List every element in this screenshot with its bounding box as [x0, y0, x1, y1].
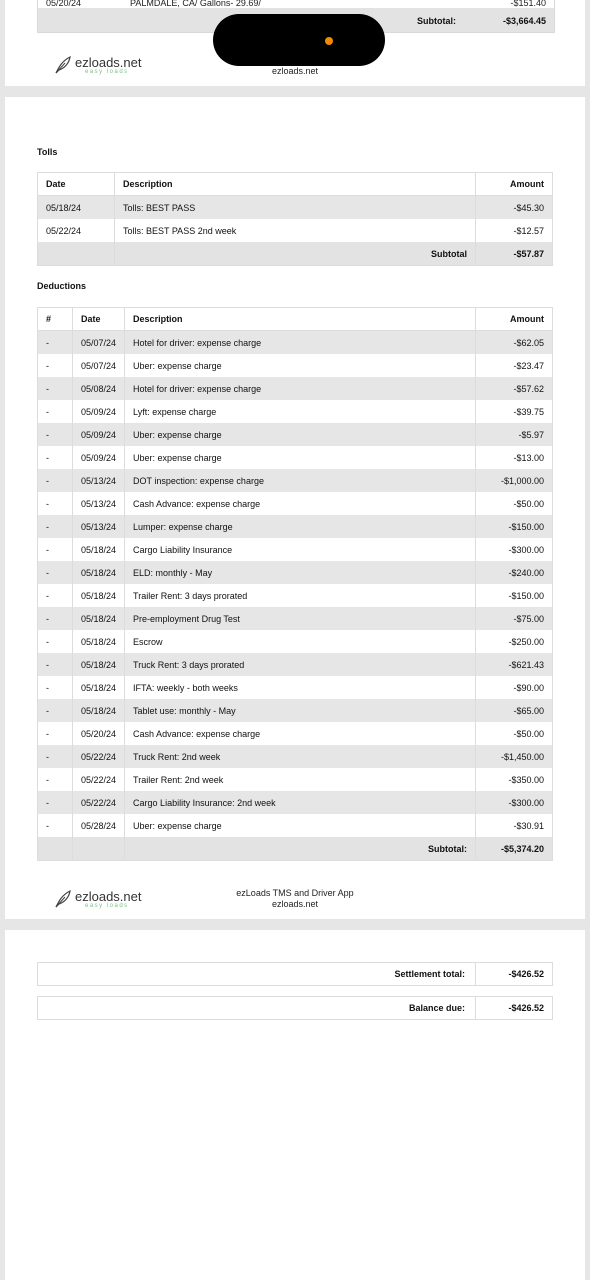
row-number: - — [38, 492, 73, 515]
row-date: 05/13/24 — [73, 515, 125, 538]
row-amount: -$65.00 — [476, 699, 553, 722]
page-totals — [5, 930, 585, 1280]
row-amount: -$150.00 — [476, 584, 553, 607]
header-description: Description — [125, 308, 476, 331]
row-number: - — [38, 768, 73, 791]
table-row — [38, 538, 553, 561]
row-amount: -$350.00 — [476, 768, 553, 791]
row-date: 05/20/24 — [73, 722, 125, 745]
row-amount: -$23.47 — [476, 354, 553, 377]
row-amount: -$50.00 — [476, 492, 553, 515]
row-number: - — [38, 584, 73, 607]
row-amount: -$1,450.00 — [476, 745, 553, 768]
row-description: Tolls: BEST PASS 2nd week — [115, 219, 476, 242]
row-amount: -$75.00 — [476, 607, 553, 630]
row-number: - — [38, 354, 73, 377]
row-description: ELD: monthly - May — [125, 561, 476, 584]
tolls-subtotal-row — [38, 242, 553, 266]
page-footer-website: ezloads.net — [271, 66, 319, 76]
table-row — [38, 492, 553, 515]
table-row — [38, 515, 553, 538]
row-date: 05/18/24 — [73, 676, 125, 699]
row-number: - — [38, 607, 73, 630]
row-description: Truck Rent: 2nd week — [125, 745, 476, 768]
row-date: 05/28/24 — [73, 814, 125, 837]
subtotal-value: -$3,664.45 — [502, 15, 546, 26]
row-amount: -$150.00 — [476, 515, 553, 538]
row-number: - — [38, 561, 73, 584]
settlement-total-label: Settlement total: — [38, 963, 476, 985]
row-amount: -$240.00 — [476, 561, 553, 584]
page-footer — [5, 888, 585, 910]
row-description: Cash Advance: expense charge — [125, 722, 476, 745]
table-row — [38, 219, 553, 242]
row-date: 05/18/24 — [73, 584, 125, 607]
row-date: 05/09/24 — [73, 423, 125, 446]
table-row — [38, 400, 553, 423]
row-description: Hotel for driver: expense charge — [125, 331, 476, 355]
row-amount: -$621.43 — [476, 653, 553, 676]
row-amount: -$50.00 — [476, 722, 553, 745]
row-description: Lumper: expense charge — [125, 515, 476, 538]
row-description: IFTA: weekly - both weeks — [125, 676, 476, 699]
row-number: - — [38, 331, 73, 355]
balance-due-label: Balance due: — [38, 997, 476, 1019]
logo-name: ezloads.net — [75, 54, 142, 70]
row-description: Tablet use: monthly - May — [125, 699, 476, 722]
subtotal-label: Subtotal: — [125, 837, 476, 861]
row-description: Pre-employment Drug Test — [125, 607, 476, 630]
table-row — [38, 0, 554, 9]
row-date: 05/18/24 — [73, 538, 125, 561]
table-row — [38, 630, 553, 653]
row-date: 05/18/24 — [73, 607, 125, 630]
table-row — [38, 791, 553, 814]
row-date: 05/20/24 — [46, 0, 82, 8]
table-row — [38, 699, 553, 722]
header-amount: Amount — [476, 308, 553, 331]
row-amount: -$250.00 — [476, 630, 553, 653]
row-amount: -$30.91 — [476, 814, 553, 837]
row-number: - — [38, 653, 73, 676]
row-description: Uber: expense charge — [125, 354, 476, 377]
row-description: PALMDALE, CA/ Gallons- 29.69/ — [130, 0, 261, 8]
row-date: 05/18/24 — [73, 653, 125, 676]
header-number: # — [38, 308, 73, 331]
table-row — [38, 768, 553, 791]
balance-due-value: -$426.52 — [508, 1003, 544, 1013]
row-number: - — [38, 814, 73, 837]
balance-due-box — [37, 996, 553, 1020]
table-header — [38, 308, 553, 331]
table-row — [38, 196, 553, 220]
row-number: - — [38, 377, 73, 400]
row-number: - — [38, 515, 73, 538]
table-row — [38, 354, 553, 377]
row-amount: -$12.57 — [476, 219, 553, 242]
row-amount: -$39.75 — [476, 400, 553, 423]
header-date: Date — [38, 173, 115, 196]
row-description: Uber: expense charge — [125, 423, 476, 446]
row-description: Uber: expense charge — [125, 814, 476, 837]
table-row — [38, 745, 553, 768]
footer-app-name: ezLoads TMS and Driver App — [236, 888, 354, 898]
settlement-total-box — [37, 962, 553, 986]
row-number: - — [38, 676, 73, 699]
row-date: 05/09/24 — [73, 400, 125, 423]
table-row — [38, 469, 553, 492]
row-date: 05/07/24 — [73, 331, 125, 355]
row-date: 05/09/24 — [73, 446, 125, 469]
logo-name: ezloads.net — [75, 888, 142, 904]
header-date: Date — [73, 308, 125, 331]
header-description: Description — [115, 173, 476, 196]
table-row — [38, 446, 553, 469]
row-amount: -$300.00 — [476, 791, 553, 814]
row-amount: -$151.40 — [510, 0, 546, 8]
row-date: 05/22/24 — [73, 745, 125, 768]
row-date: 05/22/24 — [73, 768, 125, 791]
deductions-table — [37, 307, 553, 861]
row-description: Trailer Rent: 3 days prorated — [125, 584, 476, 607]
row-number: - — [38, 722, 73, 745]
footer-website: ezloads.net — [271, 899, 319, 909]
row-amount: -$57.62 — [476, 377, 553, 400]
row-amount: -$90.00 — [476, 676, 553, 699]
row-date: 05/13/24 — [73, 492, 125, 515]
row-date: 05/22/24 — [73, 791, 125, 814]
row-amount: -$13.00 — [476, 446, 553, 469]
camera-indicator-dot — [325, 37, 333, 45]
table-row — [38, 722, 553, 745]
subtotal-value: -$5,374.20 — [476, 837, 553, 861]
row-description: Trailer Rent: 2nd week — [125, 768, 476, 791]
row-number: - — [38, 469, 73, 492]
page-top — [5, 0, 585, 86]
row-number: - — [38, 791, 73, 814]
table-row — [38, 607, 553, 630]
table-row — [38, 676, 553, 699]
deductions-title: Deductions — [37, 281, 87, 291]
row-date: 05/18/24 — [38, 196, 115, 220]
row-description: Hotel for driver: expense charge — [125, 377, 476, 400]
row-number: - — [38, 630, 73, 653]
subtotal-label: Subtotal — [115, 242, 476, 266]
redaction-block — [213, 14, 385, 66]
tolls-title: Tolls — [37, 147, 58, 157]
row-number: - — [38, 745, 73, 768]
deductions-subtotal-row — [38, 837, 553, 861]
subtotal-label: Subtotal: — [417, 15, 456, 26]
row-number: - — [38, 400, 73, 423]
row-amount: -$45.30 — [476, 196, 553, 220]
row-description: Lyft: expense charge — [125, 400, 476, 423]
row-description: Escrow — [125, 630, 476, 653]
row-number: - — [38, 538, 73, 561]
table-row — [38, 377, 553, 400]
row-number: - — [38, 423, 73, 446]
logo-tagline: easy loads — [85, 68, 129, 75]
row-date: 05/07/24 — [73, 354, 125, 377]
settlement-total-value: -$426.52 — [508, 969, 544, 979]
row-date: 05/08/24 — [73, 377, 125, 400]
row-description: Cash Advance: expense charge — [125, 492, 476, 515]
row-number: - — [38, 446, 73, 469]
table-row — [38, 814, 553, 837]
row-date: 05/13/24 — [73, 469, 125, 492]
row-description: Cargo Liability Insurance — [125, 538, 476, 561]
page-tolls-deductions — [5, 97, 585, 919]
row-description: Uber: expense charge — [125, 446, 476, 469]
table-row — [38, 584, 553, 607]
row-amount: -$5.97 — [476, 423, 553, 446]
row-date: 05/18/24 — [73, 699, 125, 722]
row-description: DOT inspection: expense charge — [125, 469, 476, 492]
table-row — [38, 561, 553, 584]
row-amount: -$300.00 — [476, 538, 553, 561]
table-row — [38, 331, 553, 355]
row-date: 05/22/24 — [38, 219, 115, 242]
row-description: Tolls: BEST PASS — [115, 196, 476, 220]
header-amount: Amount — [476, 173, 553, 196]
row-amount: -$1,000.00 — [476, 469, 553, 492]
row-number: - — [38, 699, 73, 722]
table-row — [38, 423, 553, 446]
tolls-table — [37, 172, 553, 266]
table-header — [38, 173, 553, 196]
row-amount: -$62.05 — [476, 331, 553, 355]
logo-tagline: easy loads — [85, 902, 129, 909]
row-date: 05/18/24 — [73, 630, 125, 653]
subtotal-value: -$57.87 — [476, 242, 553, 266]
row-description: Cargo Liability Insurance: 2nd week — [125, 791, 476, 814]
table-row — [38, 653, 553, 676]
row-date: 05/18/24 — [73, 561, 125, 584]
row-description: Truck Rent: 3 days prorated — [125, 653, 476, 676]
